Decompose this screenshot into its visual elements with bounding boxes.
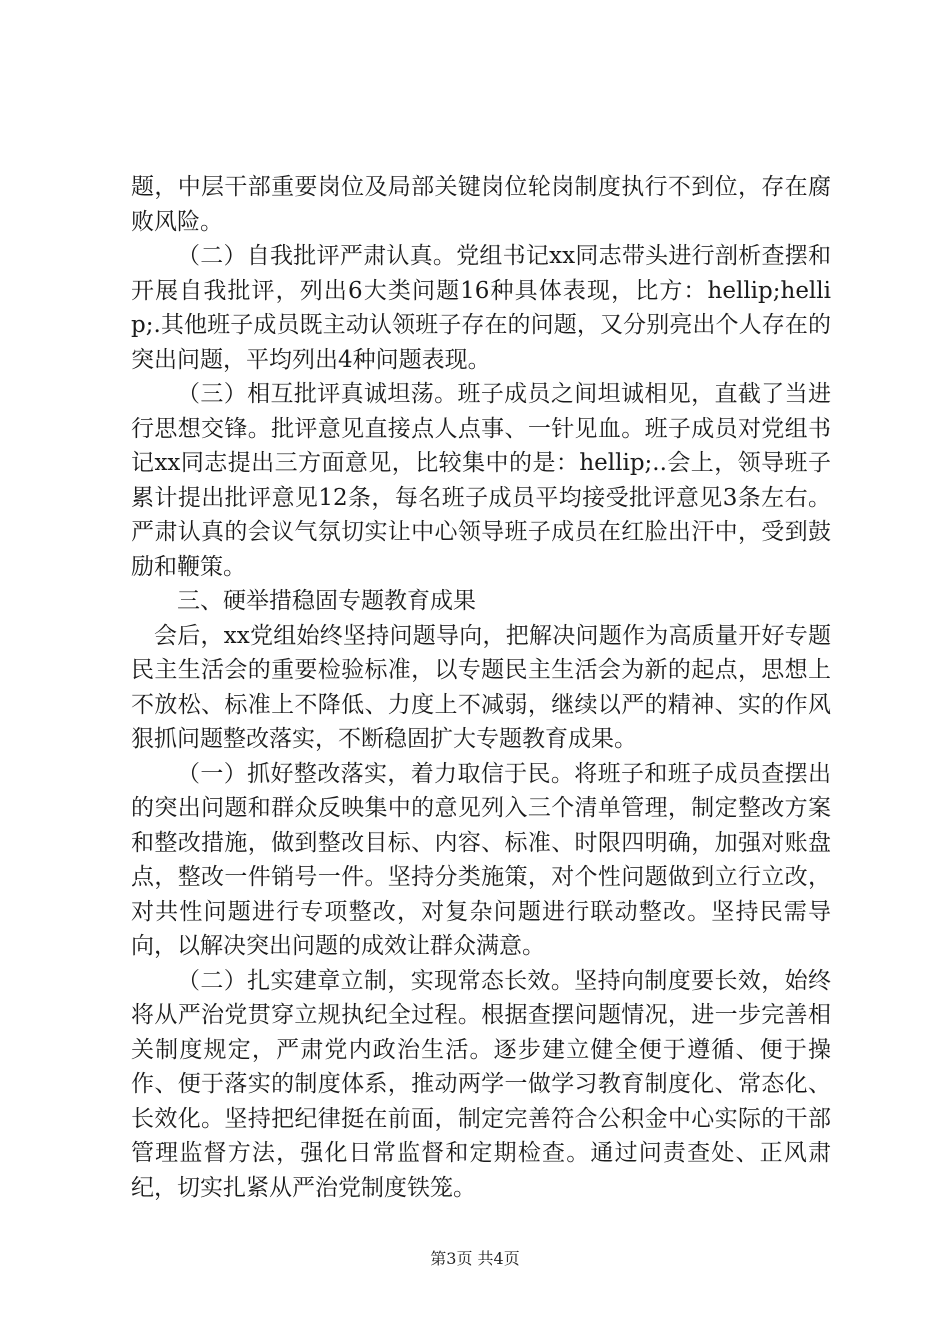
page-footer: [0, 1246, 950, 1269]
paragraph-mutual-criticism: （三）相互批评真诚坦荡。班子成员之间坦诚相见，直截了当进行思想交锋。批评意见直接点人点事、一针见血。班子成员对党组书记xx同志提出三方面意见，比较集中的是：hellip;..会上，领导班子累计提出批评意见12条，每名班子成员平均接受批评意见3条左右。严肃认真的会议气氛切实让中心领导班子成员在红脸出汗中，受到鼓励和鞭策。: [131, 381, 831, 580]
document-body: [131, 170, 831, 1205]
page-number-label: 第3页 共4页: [430, 1249, 520, 1268]
paragraph-institution-building: （二）扎实建章立制，实现常态长效。坚持向制度要长效，始终将从严治党贯穿立规执纪全过程。根据查摆问题情况，进一步完善相关制度规定，严肃党内政治生活。逐步建立健全便于遵循、便于操作、便于落实的制度体系，推动两学一做学习教育制度化、常态化、长效化。坚持把纪律挺在前面，制定完善符合公积金中心实际的干部管理监督方法，强化日常监督和定期检查。通过问责查处、正风肃纪，切实扎紧从严治党制度铁笼。: [131, 967, 831, 1201]
paragraph-continuation: 题，中层干部重要岗位及局部关键岗位轮岗制度执行不到位，存在腐败风险。: [131, 174, 831, 235]
section-heading-three: 三、硬举措稳固专题教育成果: [177, 588, 476, 614]
paragraph-after-meeting: 会后，xx党组始终坚持问题导向，把解决问题作为高质量开好专题民主生活会的重要检验标准，以专题民主生活会为新的起点，思想上不放松、标准上不降低、力度上不减弱，继续以严的精神、实的作风狠抓问题整改落实，不断稳固扩大专题教育成果。: [131, 622, 831, 752]
paragraph-rectification: （一）抓好整改落实，着力取信于民。将班子和班子成员查摆出的突出问题和群众反映集中的意见列入三个清单管理，制定整改方案和整改措施，做到整改目标、内容、标准、时限四明确，加强对账盘点，整改一件销号一件。坚持分类施策，对个性问题做到立行立改，对共性问题进行专项整改，对复杂问题进行联动整改。坚持民需导向，以解决突出问题的成效让群众满意。: [131, 760, 831, 959]
paragraph-self-criticism: （二）自我批评严肃认真。党组书记xx同志带头进行剖析查摆和开展自我批评，列出6大类问题16种具体表现，比方：hellip;hellip;.其他班子成员既主动认领班子存在的问题，又分别亮出个人存在的突出问题，平均列出4种问题表现。: [131, 243, 831, 373]
